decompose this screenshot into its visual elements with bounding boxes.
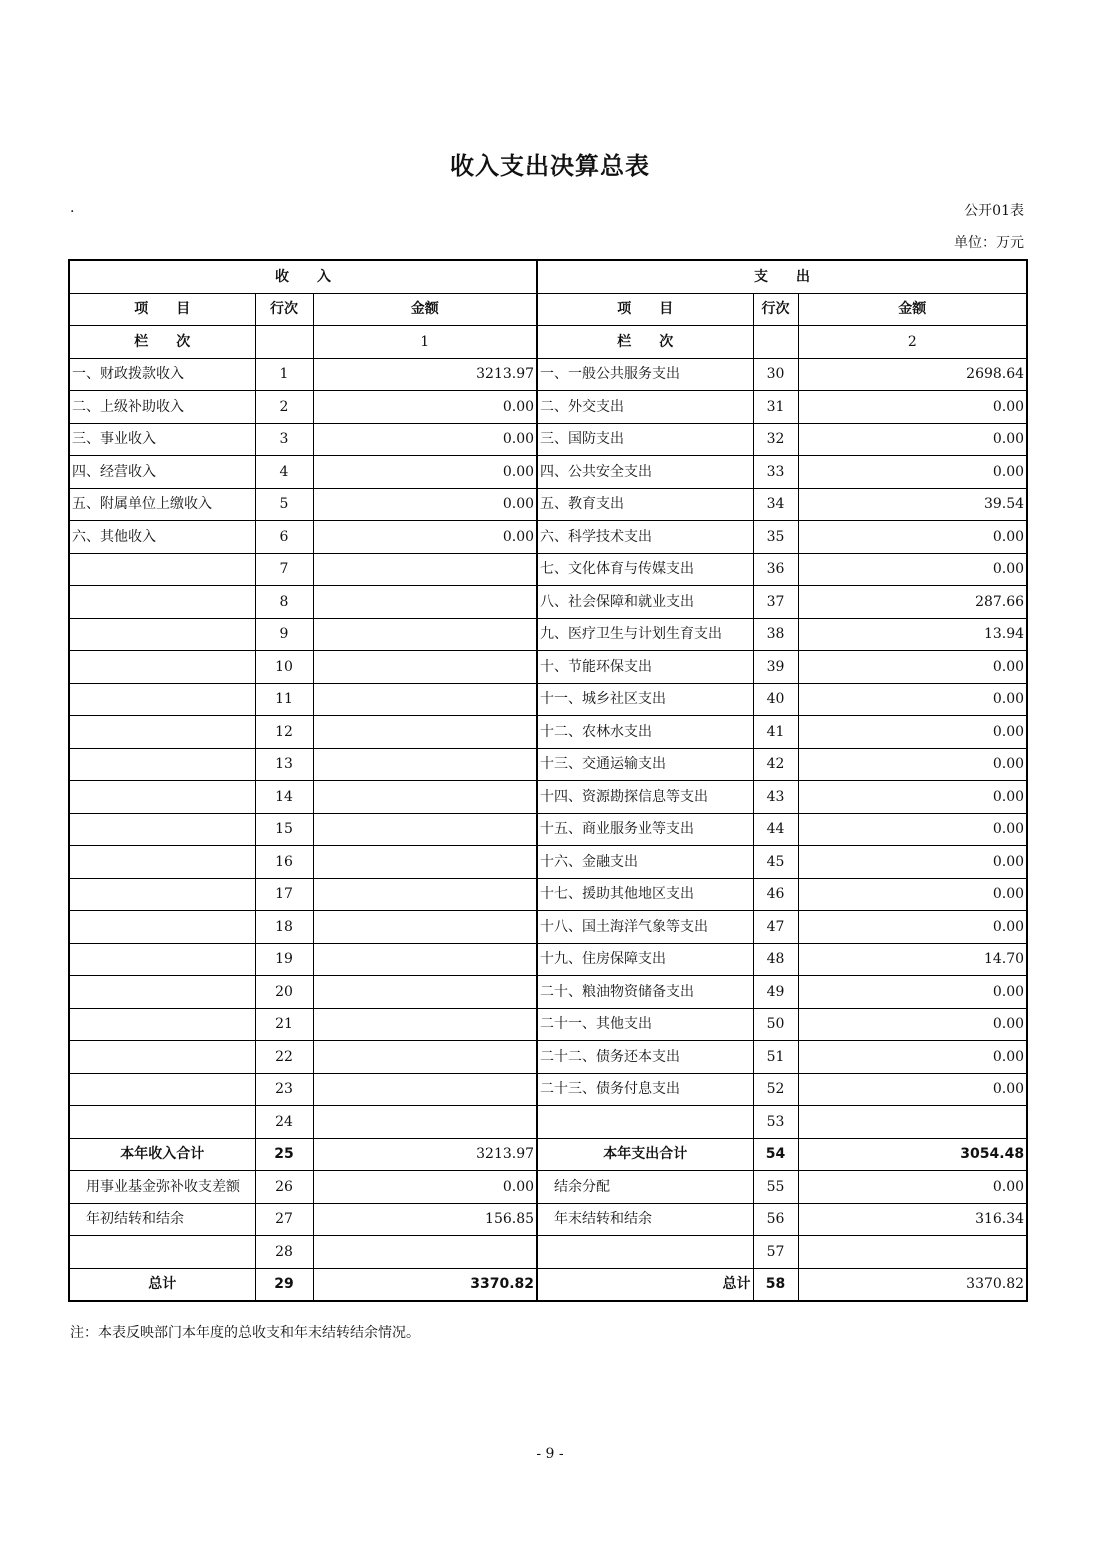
table-row (69, 748, 1027, 781)
header-row-sections (69, 260, 1027, 293)
income-total-label: 本年收入合计 (69, 1138, 255, 1171)
expense-amount-cell: 0.00 (798, 1073, 1027, 1106)
expense-rowno-cell: 42 (753, 748, 798, 781)
expense-item-cell: 二十、粮油物资储备支出 (537, 976, 753, 1009)
expense-rowno-cell: 30 (753, 358, 798, 391)
income-item-header: 项 目 (69, 293, 255, 326)
income-amount-cell: 156.85 (313, 1203, 537, 1236)
expense-item-cell: 十、节能环保支出 (537, 651, 753, 684)
expense-rowno-cell: 33 (753, 456, 798, 489)
expense-rowno-cell: 35 (753, 521, 798, 554)
expense-item-cell: 十七、援助其他地区支出 (537, 878, 753, 911)
page-number: - 9 - (536, 1446, 564, 1462)
income-amount-cell (313, 683, 537, 716)
income-rowno-cell: 8 (255, 586, 313, 619)
income-item-cell (69, 683, 255, 716)
income-column-label: 栏 次 (69, 326, 255, 359)
income-rowno-cell: 18 (255, 911, 313, 944)
table-row (69, 813, 1027, 846)
income-item-cell: 一、财政拨款收入 (69, 358, 255, 391)
expense-rowno-cell: 41 (753, 716, 798, 749)
expense-item-cell: 十八、国土海洋气象等支出 (537, 911, 753, 944)
expense-item-cell: 七、文化体育与传媒支出 (537, 553, 753, 586)
expense-item-cell (537, 1236, 753, 1269)
expense-rowno-cell: 57 (753, 1236, 798, 1269)
income-amount-cell (313, 1073, 537, 1106)
expense-rowno-cell: 45 (753, 846, 798, 879)
income-rowno-cell: 6 (255, 521, 313, 554)
income-amount-cell (313, 813, 537, 846)
expense-item-cell: 十一、城乡社区支出 (537, 683, 753, 716)
table-row (69, 391, 1027, 424)
expense-rowno-cell: 48 (753, 943, 798, 976)
income-rowno-cell: 17 (255, 878, 313, 911)
table-row (69, 553, 1027, 586)
income-amount-cell (313, 976, 537, 1009)
income-amount-cell (313, 1008, 537, 1041)
table-row (69, 358, 1027, 391)
annual-total-row (69, 1138, 1027, 1171)
income-rowno-cell: 7 (255, 553, 313, 586)
table-row (69, 1106, 1027, 1139)
income-grand-total-rowno: 29 (255, 1268, 313, 1301)
income-rowno-cell: 15 (255, 813, 313, 846)
expense-rowno-header: 行次 (753, 293, 798, 326)
expense-column-number: 2 (798, 326, 1027, 359)
income-amount-cell (313, 716, 537, 749)
income-amount-cell: 0.00 (313, 521, 537, 554)
expense-item-cell: 十九、住房保障支出 (537, 943, 753, 976)
income-item-cell (69, 1041, 255, 1074)
income-amount-cell (313, 911, 537, 944)
expense-amount-cell: 2698.64 (798, 358, 1027, 391)
table-row (69, 911, 1027, 944)
income-amount-cell: 0.00 (313, 488, 537, 521)
expense-amount-cell: 0.00 (798, 716, 1027, 749)
expense-amount-cell (798, 1106, 1027, 1139)
income-rowno-cell: 11 (255, 683, 313, 716)
income-rowno-cell: 9 (255, 618, 313, 651)
table-row (69, 846, 1027, 879)
expense-rowno-cell: 31 (753, 391, 798, 424)
expense-total-rowno: 54 (753, 1138, 798, 1171)
income-rowno-cell: 20 (255, 976, 313, 1009)
expense-item-cell: 十二、农林水支出 (537, 716, 753, 749)
expense-item-cell: 二十三、债务付息支出 (537, 1073, 753, 1106)
expense-rowno-cell: 56 (753, 1203, 798, 1236)
table-row (69, 976, 1027, 1009)
income-grand-total-amount: 3370.82 (313, 1268, 537, 1301)
expense-amount-cell: 0.00 (798, 1171, 1027, 1204)
income-amount-cell (313, 846, 537, 879)
expense-item-cell: 二十二、债务还本支出 (537, 1041, 753, 1074)
expense-rowno-cell: 46 (753, 878, 798, 911)
income-item-cell (69, 1236, 255, 1269)
expense-amount-cell: 0.00 (798, 456, 1027, 489)
expense-amount-cell: 13.94 (798, 618, 1027, 651)
expense-amount-cell: 0.00 (798, 911, 1027, 944)
income-rowno-cell: 2 (255, 391, 313, 424)
expense-item-header: 项 目 (537, 293, 753, 326)
income-item-cell (69, 1106, 255, 1139)
income-item-cell (69, 1008, 255, 1041)
income-column-number: 1 (313, 326, 537, 359)
grand-total-row (69, 1268, 1027, 1301)
expense-total-amount: 3054.48 (798, 1138, 1027, 1171)
expense-rowno-cell: 55 (753, 1171, 798, 1204)
table-body (69, 260, 1027, 1301)
income-rowno-cell: 24 (255, 1106, 313, 1139)
table-row (69, 716, 1027, 749)
table-row (69, 488, 1027, 521)
income-item-cell (69, 1073, 255, 1106)
expense-rowno-cell: 43 (753, 781, 798, 814)
expense-item-cell: 年末结转和结余 (537, 1203, 753, 1236)
expense-total-label: 本年支出合计 (537, 1138, 753, 1171)
income-rowno-cell: 23 (255, 1073, 313, 1106)
expense-item-cell: 一、一般公共服务支出 (537, 358, 753, 391)
income-amount-cell (313, 651, 537, 684)
table-row (69, 586, 1027, 619)
expense-amount-cell (798, 1236, 1027, 1269)
income-amount-cell (313, 878, 537, 911)
expense-column-empty (753, 326, 798, 359)
expense-item-cell: 八、社会保障和就业支出 (537, 586, 753, 619)
table-row (69, 651, 1027, 684)
income-item-cell: 五、附属单位上缴收入 (69, 488, 255, 521)
income-rowno-cell: 22 (255, 1041, 313, 1074)
header-row-column-numbers (69, 326, 1027, 359)
expense-rowno-cell: 44 (753, 813, 798, 846)
header-row-columns (69, 293, 1027, 326)
unit-label: 单位：万元 (954, 235, 1024, 251)
income-amount-cell: 0.00 (313, 423, 537, 456)
table-row (69, 1171, 1027, 1204)
income-item-cell (69, 878, 255, 911)
expense-rowno-cell: 32 (753, 423, 798, 456)
expense-grand-total-amount: 3370.82 (798, 1268, 1027, 1301)
expense-amount-cell: 0.00 (798, 748, 1027, 781)
leading-mark: . (70, 200, 75, 216)
income-item-cell (69, 846, 255, 879)
income-rowno-cell: 5 (255, 488, 313, 521)
income-rowno-cell: 28 (255, 1236, 313, 1269)
expense-item-cell: 六、科学技术支出 (537, 521, 753, 554)
expense-column-label: 栏 次 (537, 326, 753, 359)
income-rowno-cell: 10 (255, 651, 313, 684)
form-number: 公开01表 (964, 203, 1024, 219)
expense-rowno-cell: 34 (753, 488, 798, 521)
income-rowno-header: 行次 (255, 293, 313, 326)
income-item-cell (69, 911, 255, 944)
income-item-cell (69, 716, 255, 749)
expense-rowno-cell: 40 (753, 683, 798, 716)
expense-item-cell: 二、外交支出 (537, 391, 753, 424)
table-row (69, 456, 1027, 489)
expense-rowno-cell: 37 (753, 586, 798, 619)
expense-amount-cell: 0.00 (798, 391, 1027, 424)
income-item-cell (69, 618, 255, 651)
expense-item-cell (537, 1106, 753, 1139)
expense-amount-cell: 14.70 (798, 943, 1027, 976)
income-rowno-cell: 27 (255, 1203, 313, 1236)
income-item-cell: 二、上级补助收入 (69, 391, 255, 424)
expense-rowno-cell: 39 (753, 651, 798, 684)
income-amount-cell: 0.00 (313, 456, 537, 489)
income-item-cell (69, 553, 255, 586)
income-total-rowno: 25 (255, 1138, 313, 1171)
income-rowno-cell: 19 (255, 943, 313, 976)
table-row (69, 943, 1027, 976)
income-item-cell: 六、其他收入 (69, 521, 255, 554)
expense-amount-cell: 0.00 (798, 423, 1027, 456)
expense-item-cell: 四、公共安全支出 (537, 456, 753, 489)
expense-item-cell: 十三、交通运输支出 (537, 748, 753, 781)
table-row (69, 683, 1027, 716)
table-row (69, 878, 1027, 911)
income-column-empty (255, 326, 313, 359)
income-rowno-cell: 26 (255, 1171, 313, 1204)
income-amount-cell (313, 943, 537, 976)
expense-item-cell: 三、国防支出 (537, 423, 753, 456)
expense-rowno-cell: 53 (753, 1106, 798, 1139)
income-item-cell (69, 748, 255, 781)
table-row (69, 781, 1027, 814)
expense-amount-cell: 0.00 (798, 813, 1027, 846)
expense-amount-cell: 287.66 (798, 586, 1027, 619)
income-item-cell: 三、事业收入 (69, 423, 255, 456)
income-item-cell (69, 813, 255, 846)
expense-amount-cell: 0.00 (798, 846, 1027, 879)
table-row (69, 1041, 1027, 1074)
income-item-cell: 用事业基金弥补收支差额 (69, 1171, 255, 1204)
income-expense-table (68, 259, 1028, 1302)
expense-rowno-cell: 36 (753, 553, 798, 586)
expense-amount-cell: 0.00 (798, 1008, 1027, 1041)
expense-rowno-cell: 38 (753, 618, 798, 651)
expense-item-cell: 二十一、其他支出 (537, 1008, 753, 1041)
income-section-header: 收 入 (69, 260, 537, 293)
income-amount-cell (313, 1041, 537, 1074)
table-row (69, 1236, 1027, 1269)
income-grand-total-label: 总计 (69, 1268, 255, 1301)
income-amount-cell (313, 748, 537, 781)
expense-section-header: 支 出 (537, 260, 1027, 293)
table-row (69, 1073, 1027, 1106)
income-amount-cell: 0.00 (313, 391, 537, 424)
expense-grand-total-label: 总计 (537, 1268, 753, 1301)
income-item-cell: 四、经营收入 (69, 456, 255, 489)
income-amount-header: 金额 (313, 293, 537, 326)
table-row (69, 423, 1027, 456)
income-rowno-cell: 4 (255, 456, 313, 489)
table-row (69, 618, 1027, 651)
expense-amount-cell: 0.00 (798, 1041, 1027, 1074)
income-item-cell (69, 781, 255, 814)
expense-amount-cell: 0.00 (798, 878, 1027, 911)
expense-amount-cell: 39.54 (798, 488, 1027, 521)
table-row (69, 1008, 1027, 1041)
income-amount-cell (313, 1106, 537, 1139)
expense-item-cell: 九、医疗卫生与计划生育支出 (537, 618, 753, 651)
income-item-cell: 年初结转和结余 (69, 1203, 255, 1236)
footnote: 注：本表反映部门本年度的总收支和年末结转结余情况。 (70, 1325, 420, 1341)
income-rowno-cell: 1 (255, 358, 313, 391)
income-total-amount: 3213.97 (313, 1138, 537, 1171)
expense-rowno-cell: 50 (753, 1008, 798, 1041)
expense-amount-cell: 0.00 (798, 553, 1027, 586)
expense-item-cell: 十四、资源勘探信息等支出 (537, 781, 753, 814)
expense-amount-cell: 0.00 (798, 976, 1027, 1009)
expense-amount-cell: 0.00 (798, 651, 1027, 684)
income-rowno-cell: 16 (255, 846, 313, 879)
expense-rowno-cell: 47 (753, 911, 798, 944)
expense-amount-cell: 0.00 (798, 521, 1027, 554)
page-title: 收入支出决算总表 (450, 152, 650, 180)
expense-amount-cell: 0.00 (798, 781, 1027, 814)
income-amount-cell (313, 1236, 537, 1269)
income-rowno-cell: 21 (255, 1008, 313, 1041)
expense-amount-cell: 316.34 (798, 1203, 1027, 1236)
income-amount-cell: 0.00 (313, 1171, 537, 1204)
income-item-cell (69, 586, 255, 619)
income-amount-cell (313, 553, 537, 586)
expense-item-cell: 结余分配 (537, 1171, 753, 1204)
table-row (69, 521, 1027, 554)
income-item-cell (69, 943, 255, 976)
income-item-cell (69, 976, 255, 1009)
expense-item-cell: 五、教育支出 (537, 488, 753, 521)
expense-rowno-cell: 49 (753, 976, 798, 1009)
income-rowno-cell: 3 (255, 423, 313, 456)
income-amount-cell (313, 781, 537, 814)
income-item-cell (69, 651, 255, 684)
expense-grand-total-rowno: 58 (753, 1268, 798, 1301)
expense-item-cell: 十六、金融支出 (537, 846, 753, 879)
expense-rowno-cell: 52 (753, 1073, 798, 1106)
expense-item-cell: 十五、商业服务业等支出 (537, 813, 753, 846)
income-rowno-cell: 14 (255, 781, 313, 814)
income-amount-cell: 3213.97 (313, 358, 537, 391)
income-rowno-cell: 13 (255, 748, 313, 781)
income-amount-cell (313, 586, 537, 619)
income-rowno-cell: 12 (255, 716, 313, 749)
table-row (69, 1203, 1027, 1236)
expense-amount-cell: 0.00 (798, 683, 1027, 716)
expense-amount-header: 金额 (798, 293, 1027, 326)
income-amount-cell (313, 618, 537, 651)
expense-rowno-cell: 51 (753, 1041, 798, 1074)
